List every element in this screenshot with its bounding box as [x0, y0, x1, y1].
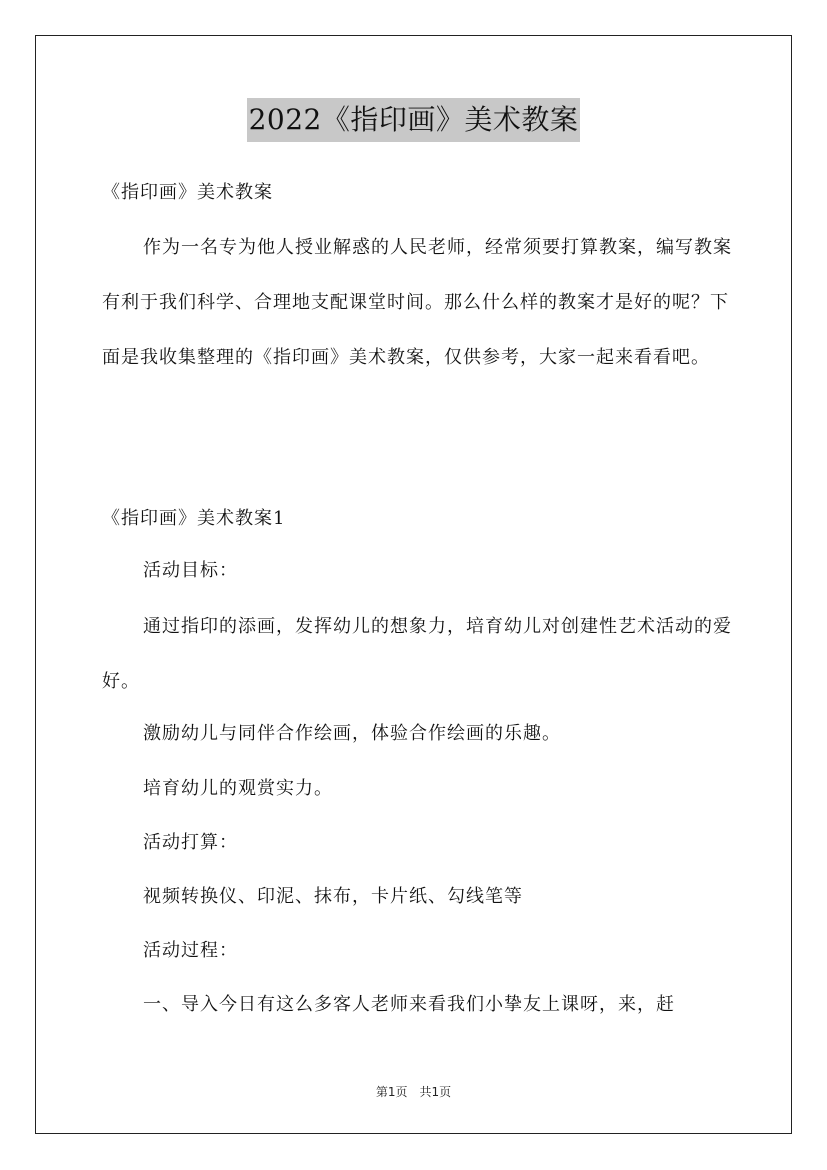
document-title: 2022《指印画》美术教案 [247, 98, 581, 142]
goal-paragraph-3: 培育幼儿的观赏实力。 [143, 778, 333, 799]
intro-heading: 《指印画》美术教案 [102, 182, 273, 203]
title-container [0, 98, 827, 142]
preparation-label: 活动打算： [143, 832, 238, 853]
intro-paragraph: 作为一名专为他人授业解惑的人民老师，经常须要打算教案，编写教案有利于我们科学、合理地支配课堂时间。那么什么样的教案才是好的呢？下面是我收集整理的《指印画》美术教案，仅供参考，大家一起来看看吧。 [102, 237, 732, 368]
page-footer: 第1页 共1页 [375, 1085, 452, 1099]
goal-paragraph-1: 通过指印的添画，发挥幼儿的想象力，培育幼儿对创建性艺术活动的爱好。 [102, 616, 732, 692]
process-label: 活动过程： [143, 940, 238, 961]
preparation-materials: 视频转换仪、印泥、抹布，卡片纸、勾线笔等 [143, 886, 523, 907]
process-step-1: 一、导入今日有这么多客人老师来看我们小挚友上课呀，来，赶 [143, 994, 675, 1015]
goal-paragraph-2: 激励幼儿与同伴合作绘画，体验合作绘画的乐趣。 [143, 723, 561, 744]
activity-goals-label: 活动目标： [143, 560, 238, 581]
section-heading-1: 《指印画》美术教案1 [102, 508, 286, 529]
